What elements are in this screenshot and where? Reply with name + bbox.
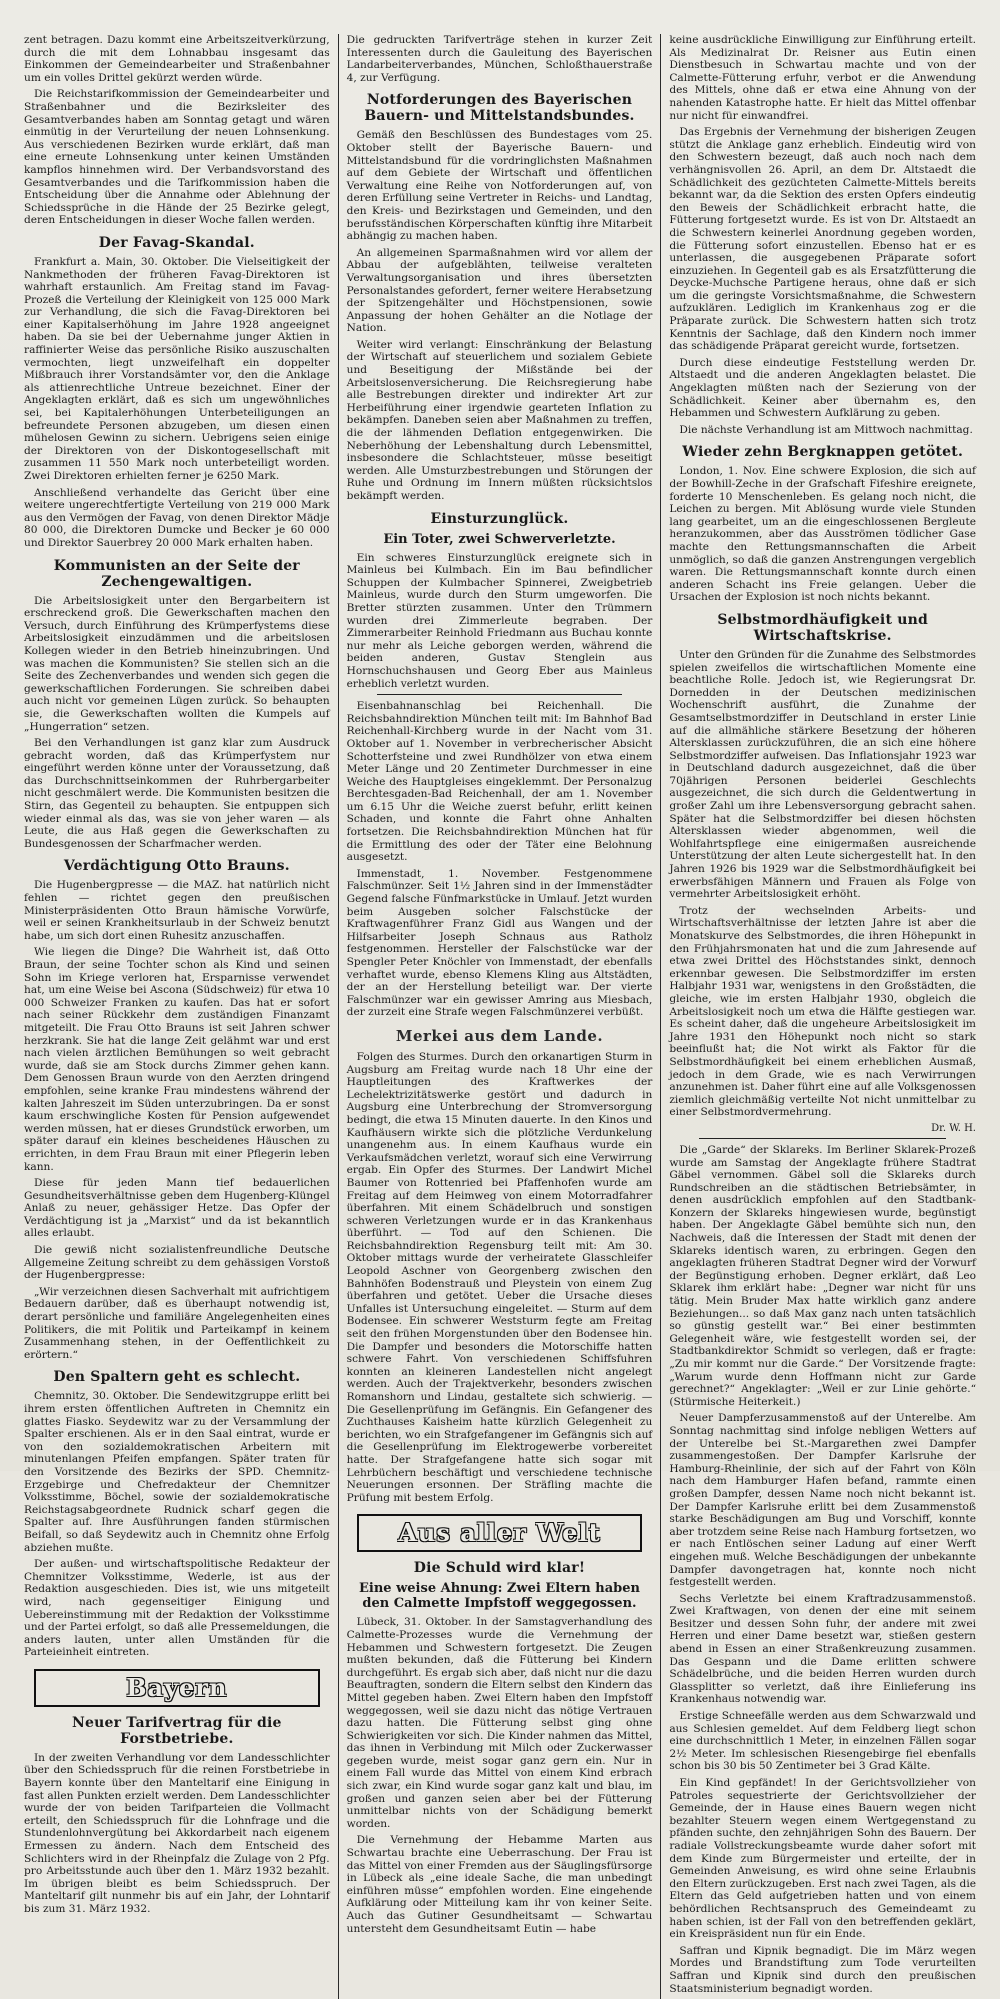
headline-braun: Verdächtigung Otto Brauns. <box>63 858 290 875</box>
article-text: Neuer Dampferzusammenstoß auf der Unterelbe. Am Sonntag nachmittag sind infolge nebligen Wetters auf der Unterelbe bei St.-Margarethen zwei Dampfer zusammengestoßen. Der Dampfer Karlsruhe der Hamburg-Rheinlinie, der sich auf der Fahrt von Köln nach dem Hamburger Hafen befand, rammte einen großen Dampfer, dessen Name noch nicht bekannt ist. Der Dampfer Karlsruhe erlitt bei dem Zusammenstoß starke Beschädigungen am Bug und Vorschiff, konnte aber trotzdem seine Reise nach Hamburg fortsetzen, wo er nach Entlöschen seiner Ladung auf einer Werft eingehen muß. Welche Beschädigungen der unbekannte Dampfer davongetragen hat, konnte noch nicht festgestellt werden. <box>669 1412 976 1589</box>
headline-spalter: Den Spaltern geht es schlecht. <box>53 1369 301 1386</box>
article-text: Ein Kind gepfändet! In der Gerichtsvollzieher von Patroles sequestrierte der Gerichtsvollzieher der Gemeinde, der in Hause eines Bauern wegen nicht bezahlter Steuern wegen einem Wertgegenstand zu pfänden suchte, den zehnjährigen Sohn des Bauern. Der radiale Vollstreckungsbeamte wurde daher sofort mit dem Kinde zum Bürgermeister und erteilte, der in Gemeinden Anweisung, es wird ohne seine Erlaubnis den Eltern zurückzugeben. Erst nach zwei Tagen, als die Eltern das Geld aufgetrieben hatten und von einem behördlichen Rechtsanspruch des Gemeindeamt zu haben schien, ist der Fall von den betreffenden geklärt, ein Kreispräsident nun für ein Ende. <box>669 1777 976 1941</box>
article-text: Die Reichstarifkommission der Gemeindearbeiter und Straßenbahner und die Bezirksleiter des Gesamtverbandes haben am Sonntag getagt und wären einmütig in der Verurteilung der neuen Lohnsenkung. Aus verschiedenen Bezirken wurde erklärt, daß man eine erneute Lohnsenkung unter keinen Umständen kampflos hinnehmen wird. Der Verbandsvorstand des Gesamtverbandes und die Tarifkommission haben die Entscheidung über die Annahme oder Ablehnung der Schiedssprüche in die Hände der 25 Bezirke gelegt, deren Entscheidungen in dieser Woche fallen werden. <box>24 88 330 227</box>
article-quote: „Wir verzeichnen diesen Sachverhalt mit aufrichtigem Bedauern darüber, daß es überhaupt notwendig ist, derart persönliche und familiäre Angelegenheiten eines Politikers, die mit Politik und Parteikampf in keinem Zusammenhang stehen, in der Oeffentlichkeit zu erörtern.“ <box>24 1285 330 1361</box>
article-text: Immenstadt, 1. November. Festgenommene Falschmünzer. Seit 1½ Jahren sind in der Immenstädter Gegend falsche Fünfmarkstücke in Umlauf. Jetzt wurden beim Ausgeben solcher Falschstücke der Kraftwagenführer Franz Gidl aus Wangen und der Hilfsarbeiter Joseph Schnaus aus Ratholz festgenommen. Hersteller der Falschstücke war der Spengler Peter Knöchler von Immenstadt, der ebenfalls verhaftet wurde, ebenso Klemens Kling aus Altstädten, der an der Herstellung beteiligt war. Der vierte Falschmünzer war ein gewisser Amring aus Miesbach, der zurzeit eine Strafe wegen Falschmünzerei verbüßt. <box>346 867 653 1019</box>
headline-bauernbund: Notforderungen des Bayerischen Bauern- und Mittelstandsbundes. <box>364 92 635 125</box>
article-text: Die nächste Verhandlung ist am Mittwoch nachmittag. <box>679 423 973 436</box>
divider <box>699 1138 946 1139</box>
article-text: Die „Garde“ der Sklareks. Im Berliner Sklarek-Prozeß wurde am Samstag der Angeklagte frühere Stadtrat Gäbel vernommen. Gäbel soll die Sklareks durch Rundschreiben an die städtischen Betriebsämter, in denen ausdrücklich empfohlen auf den Stadtbank-Konzern der Sklareks hingewiesen wurde, begünstigt haben. Der Angeklagte Gäbel bemühte sich nun, den Nachweis, daß die Interessen der Stadt mit denen der Sklareks identisch waren, zu erbringen. Gegen den angeklagten früheren Stadtrat Degner wird der Vorwurf der Begünstigung erhoben. Degner erklärt, daß Leo Sklarek ihm erklärt habe: „Degner war nicht für uns tätig. Mein Bruder Max hatte wirklich ganz andere Beziehungen... so daß Max ganz nach unten tatsächlich so günstig gestellt war.“ Bei einer bestimmten Gelegenheit wäre, wie festgestellt worden sei, der Stadtbankdirektor Schmidt so verlegen, daß er fragte: „Zu mir kommt nur die Garde.“ Der Vorsitzende fragte: „Warum wurde denn Hoffmann nicht zur Garde gerechnet?“ Angeklagter: „Weil er zur Linie gehörte.“ (Stürmische Heiterkeit.) <box>669 1143 976 1408</box>
article-text: Die Vernehmung der Hebamme Marten aus Schwartau brachte eine Ueberraschung. Der Frau ist das Mittel von einer Fremden aus der Säuglingsfürsorge in Lübeck als „eine ideale Sache, die man unbedingt einführen müsse“ empfohlen worden. Eine eingehende Aufklärung oder Mitteilung kam ihr von keiner Seite. Auch das Gutiner Gesundheitsamt — Schwartau untersteht dem Gesundheitsamt Eutin — habe <box>346 1834 653 1935</box>
article-text: Sechs Verletzte bei einem Kraftradzusammenstoß. Zwei Kraftwagen, von denen der eine mit seinem Besitzer und dessen Sohn fuhr, der andere mit zwei Herren und einer Dame besetzt war, stießen gestern abend in Essen an einer Straßenkreuzung zusammen. Das Gespann und die Dame erlitten schwere Schädelbrüche, und die beiden Herren wurden durch Glassplitter so verletzt, daß ihre Einlieferung ins Krankenhaus notwendig war. <box>669 1592 976 1706</box>
section-banner-welt: Aus aller Welt <box>357 1514 643 1552</box>
article-text: Die Arbeitslosigkeit unter den Bergarbeitern ist erschreckend groß. Die Gewerkschaften machen den Versuch, durch Einführung des Krümperfystems diese Arbeitslosigkeit einzudämmen und die arbeitslosen Kollegen wieder in den Betrieb hineinzubringen. Und was machen die Kommunisten? Sie stellen sich an die Seite des Zechenverbandes und wenden sich gegen die gewerkschaftlichen Forderungen. Sie schreiben dabei auch nicht vor gemeinen Lügen zurück. So behaupten sie, die Gewerkschaften wollten die Kumpels auf „Hungerration“ setzen. <box>24 594 330 733</box>
article-text: Bei den Verhandlungen ist ganz klar zum Ausdruck gebracht worden, daß das Krümperfystem nur eingeführt werden könne unter der Voraussetzung, daß das Durchschnittseinkommen der Ruhrbergarbeiter nicht geschmälert werde. Die Kommunisten besitzen die Stirn, das Gegenteil zu behaupten. Sie entpuppen sich wieder einmal als das, was sie von jeher waren — als Leute, die aus Haß gegen die Gewerkschaften zu Bundesgenossen der Scharfmacher werden. <box>24 737 330 850</box>
headline-einsturz: Einsturzunglück. <box>430 510 569 527</box>
headline-kommunisten: Kommunisten an der Seite der Zechengewaltigen. <box>53 557 300 590</box>
headline-schuld: Die Schuld wird klar! <box>413 1560 586 1577</box>
headline-merkei: Merkei aus dem Lande. <box>395 1026 604 1045</box>
headline-bergknappen: Wieder zehn Bergknappen getötet. <box>682 444 964 461</box>
article-text: Eisenbahnanschlag bei Reichenhall. Die Reichsbahndirektion München teilt mit: Im Bahnhof Bad Reichenhall-Kirchberg wurde in der Nacht vom 31. Oktober auf 1. November in verbrecherischer Absicht Schotterfsteine und zwei Rundhölzer von etwa einem Meter Länge und 20 Zentimeter Durchmesser in eine Weiche des Hauptgleises eingeklemmt. Der Personalzug Berchtesgaden-Bad Reichenhall, der am 1. November um 6.15 Uhr die Weiche zuerst befuhr, erlitt keinen Schaden, und konnte die Fahrt ohne Anhalten fortsetzen. Die Reichsbahndirektion München hat für die Ermittlung des oder der Täter eine Belohnung ausgesetzt. <box>346 700 653 864</box>
section-banner-bayern: Bayern <box>34 1669 320 1707</box>
article-text: Die gedruckten Tarifverträge stehen in kurzer Zeit Interessenten durch die Gauleitung des Bayerischen Landarbeiterverbandes, München, Schloßthauerstraße 4, zur Verfügung. <box>346 34 653 84</box>
article-text: Lübeck, 31. Oktober. In der Samstagverhandlung des Calmette-Prozesses wurde die Vernehmung der Hebammen und Schwestern fortgesetzt. Die Zeugen mußten bekunden, daß die Fütterung bei Kindern durchgeführt. Es ergab sich aber, daß nicht nur die dazu Beauftragten, sondern die Eltern selbst den Kindern das Mittel gegeben haben. Zwei Eltern haben den Impfstoff weggegossen, weil sie dazu nicht das nötige Vertrauen dazu hatten. Die Fütterung selbst ging ohne Schwierigkeiten vor sich. Die Kinder nahmen das Mittel, das ihnen in Verbindung mit Milch oder Zuckerwasser gegeben wurde, meist sogar ganz gern ein. Nur in einem Fall wurde das Mittel von einem Kind erbrach sich zwar, ein Kind wurde sogar ganz kalt und blau, im großen und ganzen seien aber bei der Fütterung unmittelbar nichts von der Schädigung bemerkt worden. <box>346 1616 653 1830</box>
article-text: Der außen- und wirtschaftspolitische Redakteur der Chemnitzer Volksstimme, Wederle, ist aus der Redaktion ausgeschieden. Dies ist, wie uns mitgeteilt wird, nach gegenseitiger Einigung und Uebereinstimmung mit der Redaktion der Volksstimme und der Partei erfolgt, so daß alle Pressemeldungen, die anders lauten, unter allen Umständen für die Parteieinheit eintreten. <box>24 1558 330 1659</box>
headline-selbstmord: Selbstmordhäufigkeit und Wirtschaftskrise. <box>717 611 928 644</box>
article-text: Weiter wird verlangt: Einschränkung der Belastung der Wirtschaft auf steuerlichem und sozialem Gebiete und Beseitigung der Mißstände bei der Arbeitslosenversicherung. Die Reichsregierung habe alle Bestrebungen direkter und indirekter Art zur Herbeiführung einer irgendwie gearteten Inflation zu bekämpfen. Daneben seien aber Maßnahmen zu treffen, die der lähmenden Deflation entgegenwirken. Die Neberhöhung der Lebenshaltung durch Lebensmittel, insbesondere die Schlachtsteuer, müsse beseitigt werden. Alle Umsturzbestrebungen und Störungen der Ruhe und Ordnung im Innern müßten rücksichtslos bekämpft werden. <box>346 338 653 502</box>
article-text: Wie liegen die Dinge? Die Wahrheit ist, daß Otto Braun, der seine Tochter schon als Kind und seinen Sohn im Kriege verloren hat, Ersparnisse verwendet hat, um eine Weise bei Ascona (Südschweiz) für etwa 10 000 Schweizer Franken zu kaufen. Das hat er sofort nach seiner Rückkehr dem zuständigen Finanzamt mitgeteilt. Die Frau Otto Brauns ist seit Jahren schwer herzkrank. Sie hat die lange Zeit gelähmt war und erst nach vielen ärztlichen Bemühungen so weit gebracht wurde, daß sie am Stock durchs Zimmer gehen kann. Dem Genossen Braun wurde von den Aerzten dringend empfohlen, seine kranke Frau mindestens während der kalten Jahreszeit im Süden unterzubringen. Da er sonst kaum erschwingliche Kosten für Pension aufgewendet werden müssen, hat er dieses Grundstück erworben, um später darauf ein kleines bescheidenes Häuschen zu errichten, in dem Frau Braun mit einer Pflegerin leben kann. <box>24 946 330 1173</box>
divider <box>377 694 623 695</box>
column-middle <box>339 34 662 1999</box>
article-text: London, 1. Nov. Eine schwere Explosion, die sich auf der Bowhill-Zeche in der Grafschaft Fifeshire ereignete, forderte 10 Menschenleben. Es gelang noch nicht, die Leichen zu bergen. Mit Ablösung wurde viele Stunden lang gearbeitet, um an die eingeschlossenen Bergleute heranzukommen, aber das Ausströmen tödlicher Gase machte den Rettungsmannschaften die Arbeit unmöglich, so daß die ganzen Anstrengungen vergeblich waren. Die Rettungsmannschaft konnte durch einen anderen Schacht ins Freie gelangen. Ueber die Ursachen der Explosion ist noch nichts bekannt. <box>669 465 976 604</box>
article-text: Diese für jeden Mann tief bedauerlichen Gesundheitsverhältnisse geben dem Hugenberg-Klüngel Anlaß zu neuer, gehässiger Hetze. Das Opfer der Verdächtigung ist ja „Marxist“ und da ist bekanntlich alles erlaubt. <box>24 1177 330 1240</box>
article-text: Gemäß den Beschlüssen des Bundestages vom 25. Oktober stellt der Bayerische Bauern- und Mittelstandsbund für die vordringlichsten Maßnahmen auf dem Gebiete der Wirtschaft und öffentlichen Verwaltung eine Reihe von Notforderungen auf, von deren Erfüllung seine Vertreter in Reichs- und Landtag, den Kreis- und Bezirkstagen und Gemeinden, und den berufsständischen Körperschaften künftig ihre Mitarbeit abhängig zu machen haben. <box>346 129 653 243</box>
column-right <box>661 34 984 1999</box>
article-text: Unter den Gründen für die Zunahme des Selbstmordes spielen zweifellos die wirtschaftlichen Momente eine beachtliche Rolle. Jedoch ist, wie Regierungsrat Dr. Dornedden in der Deutschen medizinischen Wochenschrift ausführt, die Zunahme der Gesamtselbstmordziffer in Deutschland in erster Linie auf die allmähliche stärkere Besetzung der höheren Altersklassen zurückzuführen, die an sich eine höhere Selbstmordziffer aufweisen. Das Inflationsjahr 1923 war in Deutschland dadurch ausgezeichnet, daß die über 70jährigen Personen beiderlei Geschlechts ausgezeichnet, die sich durch die Geldentwertung in großer Zahl um ihre Lebensversorgung gebracht sahen. Später hat die Selbstmordziffer bei diesen höchsten Altersklassen wieder abgenommen, weil die Wohlfahrtspflege eine einigermaßen ausreichende Unterstützung der alten Leute sichergestellt hat. In den Jahren 1926 bis 1929 war die Selbstmordhäufigkeit bei erwerbsfähigen Männern und Frauen als Folge von vermehrter Arbeitslosigkeit erhöht. <box>669 648 976 901</box>
article-text: Chemnitz, 30. Oktober. Die Sendewitzgruppe erlitt bei ihrem ersten öffentlichen Auftreten in Chemnitz ein glattes Fiasko. Seydewitz war zu der Versammlung der Spalter erschienen. Als er in den Saal eintrat, wurde er von den sozialdemokratischen Arbeitern mit minutenlangen Pfeifen empfangen. Später traten für den Vorsitzende des Bezirks der SPD. Chemnitz-Erzgebirge und Chefredakteur der Chemnitzer Volksstimme, Böchel, sowie der sozialdemokratische Reichstagsabgeordnete Rudnick scharf gegen die Spalter auf. Ihre Ausführungen fanden stürmischen Beifall, so daß Seydewitz auch in Chemnitz ohne Erfolg abziehen mußte. <box>24 1390 330 1554</box>
column-grid <box>16 34 984 1995</box>
article-text: An allgemeinen Sparmaßnahmen wird vor allem der Abbau der aufgeblähten, teilweise veralteten Verwaltungsorganisation und ihres übersetzten Personalstandes gefordert, ferner weitere Herabsetzung der Spitzengehälter und Höchstpensionen, sowie Anpassung der hohen Gehälter an die Notlage der Nation. <box>346 246 653 335</box>
headline-tarifvertrag: Neuer Tarifvertrag für die Forstbetriebe. <box>72 1714 282 1747</box>
column-left <box>16 34 339 1999</box>
subheadline-schuld: Eine weise Ahnung: Zwei Eltern haben den Calmette Impfstoff weggegossen. <box>359 1581 640 1612</box>
article-text: keine ausdrückliche Einwilligung zur Einführung erteilt. Als Medizinalrat Dr. Reisner aus Eutin einen Dienstbesuch in Schwartau machte und von der Calmette-Fütterung erfuhr, verbot er die Anwendung des Mittels, ohne daß er etwa eine Ahnung von der nahenden Katastrophe hatte. Er hielt das Mittel offenbar nur nicht für einwandfrei. <box>669 34 976 122</box>
author-signature: Dr. W. H. <box>931 1122 976 1134</box>
article-text: Die Hugenbergpresse — die MAZ. hat natürlich nicht fehlen — richtet gegen den preußischen Ministerpräsidenten Otto Braun hämische Vorwürfe, weil er seinen Krankheitsurlaub in der Schweiz benutzt habe, um sich dort einen Ruhesitz anzuschaffen. <box>24 879 330 942</box>
article-text: Frankfurt a. Main, 30. Oktober. Die Vielseitigkeit der Nankmethoden der früheren Favag-Direktoren ist wahrhaft erstaunlich. Am Freitag stand im Favag-Prozeß die Verteilung der Kleinigkeit von 125 000 Mark zur Verhandlung, die sich die Favag-Direktoren bei einer Kapitalserhöhung im Jahre 1928 angeeignet haben. Da sie bei der Uebernahme junger Aktien in raffinierter Weise das persönliche Risiko auszuschalten vermochten, liegt unzweifelhaft ein doppelter Mißbrauch ihrer Vorstandsämter vor, den die Anklage als attienrechtliche Untreue bezeichnet. Einer der Angeklagten erklärt, daß es sich um ungewöhnliches sei, bei Kapitalerhöhungen Unterbeteiligungen an befreundete Personen abzugeben, um diesen einen mühelosen Gewinn zu sichern. Uebrigens seien einige der Direktoren von der Diskontogesellschaft mit zusammen 11 550 Mark noch unterbeteiligt worden. Zwei Direktoren erhielten ferner je 6250 Mark. <box>24 255 330 482</box>
subheadline-einsturz: Ein Toter, zwei Schwerverletzte. <box>383 531 616 547</box>
article-text: Saffran und Kipnik begnadigt. Die im März wegen Mordes und Brandstiftung zum Tode verurteilten Saffran und Kipnik sind durch den preußischen Staatsministerium begnadigt worden. <box>669 1944 976 1995</box>
article-text: Das Ergebnis der Vernehmung der bisherigen Zeugen stützt die Anklage ganz erheblich. Eindeutig wird von den Schwestern bezeugt, daß auch noch nach dem verhängnisvollen 26. April, an dem Dr. Altstaedt die Schädlichkeit des gezüchteten Calmette-Mittels bereits bekannt war, da die Sektion des ersten Opfers eindeutig den Beweis der Schädlichkeit erbracht hatte, die Fütterung fortgesetzt wurde. Es ist von Dr. Altstaedt an die Schwestern keinerlei Anordnung gegeben worden, die Fütterung sofort einzustellen. Ebenso hat er es unterlassen, die ausgegebenen Präparate sofort einzuziehen. In Gegenteil gab es als Ersatzfütterung die Deycke-Muchsche Partigene heraus, ohne daß er sich um die geringste Vorsichtsmaßnahme, die Schwestern aufzuklären. Lediglich im Krankenhaus zog er die Präparate zurück. Die Schwestern hatten sich trotz Kenntnis der Sachlage, daß den Kindern noch immer das schädigende Präparat gereicht wurde, fortsetzen. <box>669 126 976 353</box>
article-text: Trotz der wechselnden Arbeits- und Wirtschaftsverhältnisse der letzten Jahre ist aber die Monatskurve des Selbstmordes, die ihren Höhepunkt in den Frühjahrsmonaten hat und die zum Jahresende auf etwa zwei Drittel des Höchststandes sinkt, dennoch erkennbar gewesen. Die Selbstmordziffer im ersten Halbjahr 1931 war, wenigstens in den Großstädten, die gleiche, wie im ersten Halbjahr 1930, obgleich die Arbeitslosigkeit noch um etwa die Hälfte gestiegen war. Es scheint daher, daß die ungeheure Arbeitslosigkeit im Jahre 1931 den Höhepunkt noch nicht so stark beeinflußt hat; die Not wirkt als Faktor für die Selbstmordhäufigkeit bei einem erheblichen Ausmaß, jedoch in dem Grade, wie es nach Verwirrungen anzunehmen ist. Daher führt eine auf alle Volksgenossen ziemlich gleichmäßig verteilte Not nicht unmittelbar zu einer Selbstmordvermehrung. <box>669 904 976 1119</box>
article-text: In der zweiten Verhandlung vor dem Landesschlichter über den Schiedsspruch für die reinen Forstbetriebe in Bayern konnte über den Manteltarif eine Einigung in fast allen Punkten erzielt werden. Dem Landesschlichter wurde der von beiden Tarifparteien die Vollmacht erteilt, den Schiedsspruch für die Lohnfrage und die Stundenlohnvergütung bei Akkordarbeit nach eigenem Ermessen zu ändern. Nach dem Entscheid des Schlichters wird in der Rheinpfalz die Zulage von 2 Pfg. pro Arbeitsstunde auch über den 1. März 1932 bezahlt. Im übrigen bleibt es beim Schiedsspruch. Der Manteltarif gilt nunmehr bis auf ein Jahr, der Lohntarif bis zum 31. März 1932. <box>24 1751 330 1915</box>
article-text: Ein schweres Einsturzunglück ereignete sich in Mainleus bei Kulmbach. Ein im Bau befindlicher Schuppen der Kulmbacher Spinnerei, Zweigbetrieb Mainleus, wurde durch den Sturm umgeworfen. Die Bretter stürzten zusammen. Unter den Trümmern wurden drei Zimmerleute begraben. Der Zimmerarbeiter Reinhold Friedmann aus Buchau konnte nur mehr als Leiche geborgen werden, während die beiden anderen, Gustav Stenglein aus Hornschuchshausen und Georg Eber aus Mainleus erheblich verletzt wurden. <box>346 551 653 690</box>
headline-favag: Der Favag-Skandal. <box>98 234 255 251</box>
article-text: Anschließend verhandelte das Gericht über eine weitere ungerechtfertigte Verteilung von 219 000 Mark aus den Vermögen der Favag, von denen Direktor Mädje 80 000, die Direktoren Dumcke und Becker je 60 000 und Direktor Sauerbrey 20 000 Mark erhalten haben. <box>24 486 330 549</box>
article-text: Die gewiß nicht sozialistenfreundliche Deutsche Allgemeine Zeitung schreibt zu dem gehässigen Vorstoß der Hugenbergpresse: <box>24 1244 330 1282</box>
article-text: Folgen des Sturmes. Durch den orkanartigen Sturm in Augsburg am Freitag wurde nach 18 Uhr eine der Hauptleitungen des Kraftwerkes der Lechelektrizitätswerke gestört und dadurch in Augsburg eine Unterbrechung der Stromversorgung bedingt, die etwa 15 Minuten dauerte. In den Kinos und Kaufhäusern wirkte sich die plötzliche Verdunkelung unangenehm aus. In einem Kaufhaus wurde ein Verkaufsmädchen verletzt, worauf sich eine Verwirrung ergab. Ein Opfer des Sturmes. Der Landwirt Michel Baumer von Rottenried bei Pfaffenhofen wurde am Freitag auf dem Heimweg von einem Motorradfahrer überfahren. Mit einem Schädelbruch und sonstigen schweren Verletzungen wurde er in das Krankenhaus überführt. — Tod auf den Schienen. Die Reichsbahndirektion Regensburg teilt mit: Am 30. Oktober mittags wurde der verheiratete Glasschleifer Leopold Aschner von Georgenberg zwischen den Bahnhöfen Bodenstrauß und Pleystein von einem Zug überfahren und getötet. Ueber die Ursache dieses Unfalles ist Untersuchung eingeleitet. — Sturm auf dem Bodensee. Ein schwerer Weststurm fegte am Freitag seit den frühen Morgenstunden über den Bodensee hin. Die Dampfer und besonders die Motorschiffe hatten schwere Fahrt. Von verschiedenen Schiffsfuhren konnten an kleineren Landestellen nicht angelegt werden. Auch der Trajektverkehr, besonders zwischen Romanshorn und Lindau, gestaltete sich schwierig. — Die Gesellenprüfung im Gefängnis. Ein Gefangener des Zuchthauses Kaisheim hatte kürzlich Gelegenheit zu berichten, wo ein Strafgefangener im Gefängnis sich auf die Gesellenprüfung im Elektrogewerbe vorbereitet hatte. Der Strafgefangene hatte sich sogar mit Lehrbüchern beschäftigt und verschiedene technische Neuerungen ersonnen. Der Sträfling machte die Prüfung mit bestem Erfolg. <box>346 1050 653 1504</box>
article-text: zent betragen. Dazu kommt eine Arbeitszeitverkürzung, durch die mit dem Lohnabbau insgesamt das Einkommen der Gemeindearbeiter und Straßenbahner um ein volles Drittel gekürzt werden würde. <box>24 34 330 84</box>
article-text: Erstige Schneefälle werden aus dem Schwarzwald und aus Schlesien gemeldet. Auf dem Feldberg liegt schon eine durchschnittlich 1 Meter, in einzelnen Fällen sogar 2½ Meter. Im schlesischen Riesengebirge fiel ebenfalls schon bis 30 bis 50 Zentimeter bei 3 Grad Kälte. <box>669 1710 976 1773</box>
article-text: Durch diese eindeutige Feststellung werden Dr. Altstaedt und die anderen Angeklagten belastet. Die Angeklagten müßten nach der Sezierung von der Schädlichkeit. Keiner aber übernahm es, den Hebammen und Schwestern Aufklärung zu geben. <box>669 356 976 420</box>
